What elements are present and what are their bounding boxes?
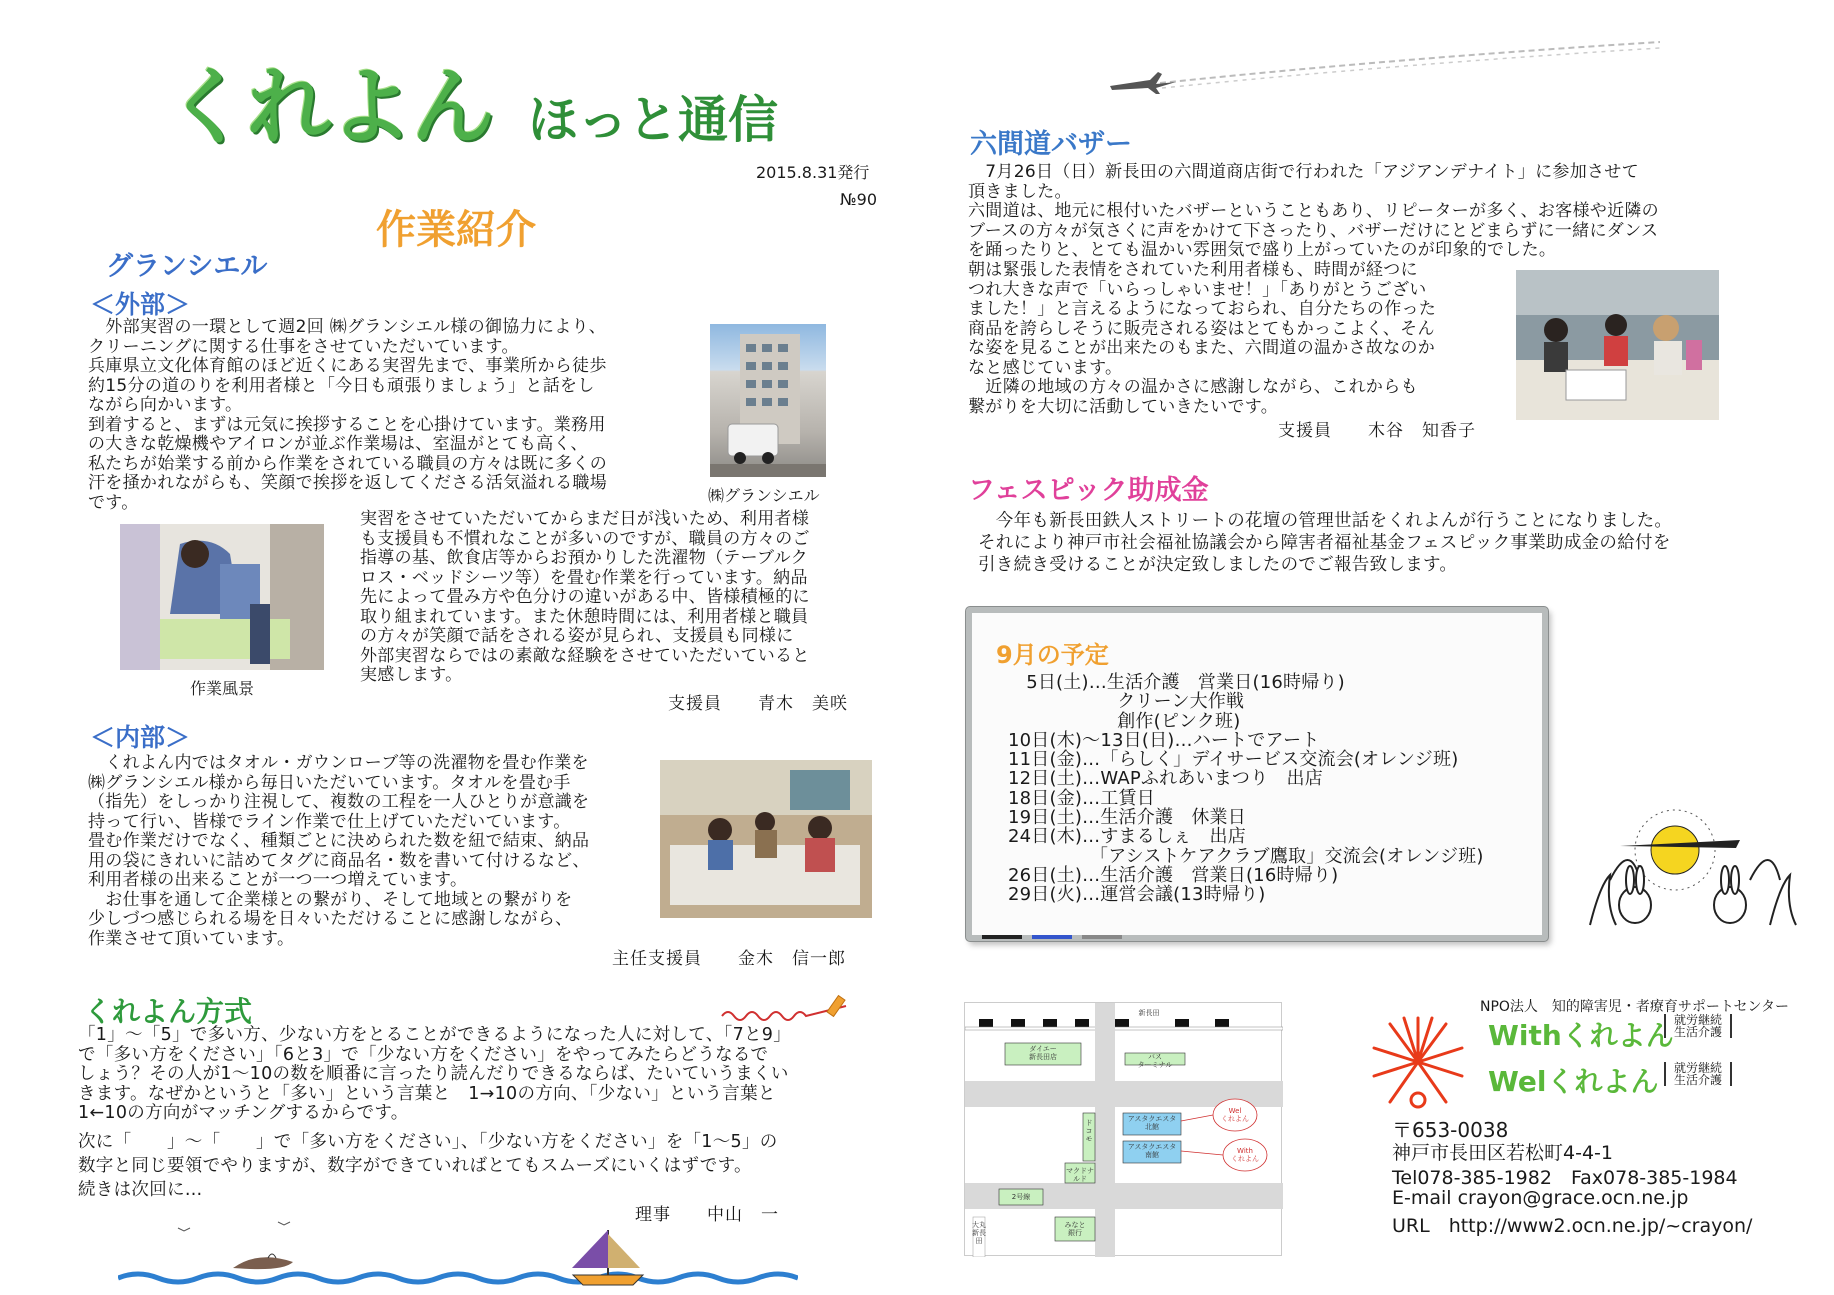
with-crayon-tag: 就労継続 生活介護 (1664, 1014, 1732, 1038)
inner-heading: ＜内部＞ (90, 723, 191, 752)
with-crayon-name: Withくれよん (1488, 1019, 1674, 1052)
bazaar-paragraph-1: 7月26日（日）新長田の六間道商店街で行われた「アジアンデナイト」に参加させて 頂きました。 六間道は、地元に根付いたバザーということもあり、リピーターが多く、お客様や近隣の ブースの方々が気さくに声をかけて下さったり、バザーだけにとどまらずに一緒にダンス を踊ったりと、とても温かい雰囲気で盛り上がっていたのが印象的でした。 (968, 162, 1659, 260)
issue-date: 2015.8.31発行 (756, 163, 870, 182)
map-label-docomo: ドコモ (1085, 1119, 1093, 1143)
outer-paragraph-1: 外部実習の一環として週2回 ㈱グランシエル様の御協力により、 クリーニングに関する仕事をさせていただいています。 兵庫県立文化体育館のほど近くにある実習先まで、事業所から徒歩 約15分の道のりを利用者様と「今日も頑張りましょう」と話をし ながら向かいます。 到着すると、まずは元気に挨拶することを心掛けています。業務用 の大きな乾燥機やアイロンが並ぶ作業場は、室温がとても高く、 私たちが始業する前から作業をされている職員の方々は既に多くの 汗を掻かれながらも、笑顔で挨拶を返してくださる活気溢れる職場 です。 (88, 317, 607, 513)
contact-postal: 〒653-0038 (1392, 1118, 1509, 1142)
masthead-title: くれよん (165, 58, 494, 156)
schedule-list (1008, 673, 1484, 905)
sun-logo (1368, 1012, 1468, 1112)
map-label-daiei: ダイエー 新長田店 (1029, 1045, 1057, 1061)
work-scene-caption: 作業風景 (190, 679, 255, 698)
schedule-line: 19日(土)…生活介護 休業日 (1008, 807, 1246, 829)
inner-signature: 主任支援員 金木 信一郎 (612, 949, 846, 969)
masthead-subtitle: ほっと通信 (528, 91, 778, 149)
schedule-line: 「アシストケアクラブ鷹取」交流会(オレンジ班) (1008, 845, 1484, 867)
schedule-whiteboard (966, 607, 1548, 941)
map-label-with: With くれよん (1231, 1147, 1259, 1163)
map-label-route2: 2号線 (1011, 1193, 1031, 1201)
map-label-asta-north: アスタクエスタ 北館 (1127, 1115, 1177, 1131)
grant-heading: フェスピック助成金 (968, 475, 1209, 506)
org-line: NPO法人 知的障害児・者療育サポートセンター (1480, 999, 1789, 1015)
pencil-line-decoration (720, 994, 850, 1024)
method-paragraph-1: 「1」～「5」で多い方、少ない方をとることができるようになった人に対して、「7と9」 で「多い方をください」「6と3」で「少ない方をください」をやってみたらどうなるで しょう？その人が1～10の数を順番に言ったり読んだりできるならば、たいていうまくい きます。なぜかというと「多い」という言葉と 1→10の方向、「少ない」という言葉と 1←10の方向がマッチングするからです。 (78, 1025, 792, 1123)
bazaar-photo (1516, 270, 1719, 420)
building-photo (710, 324, 826, 477)
schedule-line: 18日(金)…工賃日 (1008, 787, 1155, 809)
outer-signature: 支援員 青木 美咲 (668, 694, 848, 714)
schedule-line: 創作(ピンク班) (1008, 710, 1241, 732)
map-label-daimaru: 大丸 新長田 (972, 1221, 986, 1245)
schedule-line: 11日(金)…「らしく」デイサービス交流会(オレンジ班) (1008, 749, 1459, 771)
bazaar-signature: 支援員 木谷 知香子 (1278, 421, 1476, 441)
moon-rabbits-illustration (1580, 800, 1800, 930)
work-intro-heading: 作業紹介 (376, 207, 536, 253)
contact-url: URL http://www2.ocn.ne.jp/~crayon/ (1392, 1215, 1753, 1237)
map-label-bank: みなと 銀行 (1064, 1221, 1086, 1237)
airplane-illustration (1100, 28, 1660, 98)
company-heading: グランシエル (106, 251, 268, 282)
wel-crayon-tag: 就労継続 生活介護 (1664, 1062, 1732, 1086)
outer-paragraph-2: 実習をさせていただいてからまだ日が浅いため、利用者様 も支援員も不慣れなことが多いのですが、職員の方々のご 指導の基、飲食店等からお預かりした洗濯物（テーブルク ロス・ベッドシーツ等）を畳む作業を行っています。納品 先によって畳み方や色分けの違いがある中、皆様積極的に 取り組まれています。また休憩時間には、利用者様と職員 の方々が笑顔で話をされる姿が見られ、支援員も同様に 外部実習ならではの素敵な経験をさせていただいていると 実感します。 (360, 509, 810, 685)
contact-phone: Tel078-385-1982 Fax078-385-1984 (1392, 1167, 1738, 1189)
contact-address: 神戸市長田区若松町4-4-1 (1392, 1142, 1613, 1164)
schedule-line: 29日(火)…運営会議(13時帰り) (1008, 884, 1266, 906)
building-photo-caption: ㈱グランシエル (708, 486, 820, 505)
map-label-wel: Wel くれよん (1221, 1107, 1249, 1123)
method-heading: くれよん方式 (84, 995, 253, 1028)
access-map (964, 1002, 1282, 1256)
schedule-line: 10日(木)～13日(日)…ハートでアート (1008, 729, 1320, 751)
work-scene-photo (120, 524, 324, 670)
map-label-bus: バス ターミナル (1137, 1053, 1173, 1069)
map-label-mcdonalds: マクドナルド (1066, 1167, 1094, 1183)
schedule-line: 5日(土)…生活介護 営業日(16時帰り) (1008, 672, 1345, 693)
schedule-line: 12日(土)…WAPふれあいまつり 出店 (1008, 768, 1323, 790)
map-label-station: 新長田 (1138, 1009, 1160, 1017)
marker-tray (982, 925, 1162, 931)
schedule-line: 26日(土)…生活介護 営業日(16時帰り) (1008, 864, 1339, 886)
bazaar-heading: 六間道バザー (970, 129, 1132, 160)
contact-email: E-mail crayon@grace.ocn.ne.jp (1392, 1187, 1689, 1209)
indoor-work-photo (660, 760, 872, 918)
method-paragraph-2: 次に「 」～「 」で「多い方をください」、「少ない方をください」を「1～5」の 数字と同じ要領でやりますが、数字ができていればとてもスムーズにいくはずです。 続きは次回に… (78, 1132, 778, 1200)
bazaar-paragraph-2: 朝は緊張した表情をされていた利用者様も、時間が経つに つれ大きな声で「いらっしゃいませ！」「ありがとうござい ました！」と言えるようになっておられ、自分たちの作った 商品を誇らしそうに販売される姿はとてもかっこよく、そん な姿を見ることが出来たのもまた、六間道の温かさ故なのか なと感じています。 近隣の地域の方々の温かさに感謝しながら、これからも 繋がりを大切に活動していきたいです。 (968, 260, 1437, 417)
sea-illustration (118, 1220, 798, 1292)
schedule-line: 24日(木)…すまるしぇ 出店 (1008, 826, 1246, 848)
grant-paragraph: 今年も新長田鉄人ストリートの花壇の管理世話をくれよんが行うことになりました。 それにより神戸市社会福祉協議会から障害者福祉基金フェスピック事業助成金の給付を 引き続き受けることが決定致しましたのでご報告致します。 (978, 511, 1673, 575)
schedule-heading: 9月の予定 (996, 641, 1109, 669)
map-label-asta-south: アスタクエスタ 南館 (1127, 1143, 1177, 1159)
outer-heading: ＜外部＞ (90, 290, 191, 319)
inner-paragraph: くれよん内ではタオル・ガウンローブ等の洗濯物を畳む作業を ㈱グランシエル様から毎日いただいています。タオルを畳む手 （指先）をしっかり注視して、複数の工程を一人ひとりが意識を 持って行い、皆様でライン作業で仕上げていただいています。 畳む作業だけでなく、種類ごとに決められた数を紐で結束、納品 用の袋にきれいに詰めてタグに商品名・数を書いて付けるなど、 利用者様の出来ることが一つ一つ増えています。 お仕事を通して企業様との繋がり、そして地域との繋がりを 少しづつ感じられる場を日々いただけることに感謝しながら、 作業させて頂いています。 (88, 753, 590, 949)
wel-crayon-name: Welくれよん (1488, 1065, 1659, 1098)
method-signature: 理事 中山 一 (635, 1205, 779, 1225)
issue-number: №90 (840, 190, 877, 209)
schedule-line: クリーン大作戦 (1008, 691, 1245, 713)
